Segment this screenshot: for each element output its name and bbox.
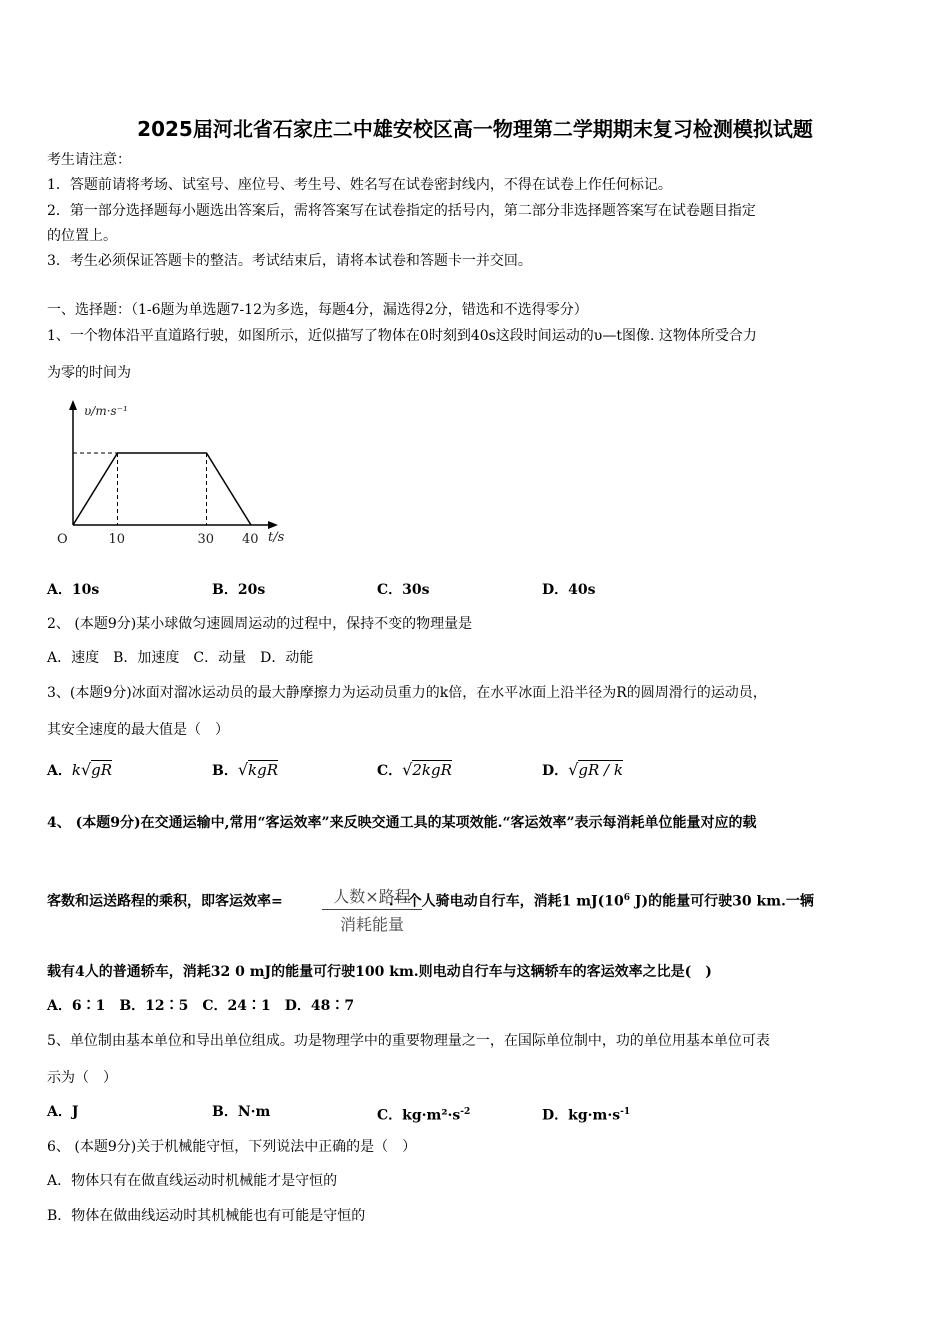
q4-options: A．6∶1 B．12∶5 C．24∶1 D．48∶7 bbox=[47, 998, 355, 1014]
question-1-text: 1、一个物体沿平直道路行驶，如图所示，近似描写了物体在0时刻到40s这段时间运动的υ—t图像. 这物体所受合力 bbox=[47, 328, 757, 344]
q6-option-b: B．物体在做曲线运动时其机械能也有可能是守恒的 bbox=[47, 1208, 366, 1224]
option-text: B．N·m bbox=[212, 1104, 271, 1120]
q3-option-a: A．k√gR bbox=[47, 760, 113, 779]
question-2-text: 2、 (本题9分)某小球做匀速圆周运动的过程中，保持不变的物理量是 bbox=[47, 616, 473, 632]
efficiency-fraction bbox=[322, 884, 422, 935]
q1-option-d: D．40s bbox=[542, 582, 596, 598]
q4-exponent: 6 bbox=[623, 893, 631, 903]
option-label: C． bbox=[377, 763, 403, 779]
option-label: B． bbox=[212, 763, 238, 779]
option-text: C．kg·m²·s bbox=[377, 1107, 461, 1124]
q1-option-c: C．30s bbox=[377, 582, 430, 598]
fraction-numerator: 人数×路程 bbox=[322, 884, 422, 910]
q5-option-d bbox=[542, 1102, 630, 1126]
q5-option-b bbox=[212, 1102, 270, 1122]
x-tick-label: 10 bbox=[108, 532, 126, 547]
notice-item: 1．答题前请将考场、试室号、座位号、考生号、姓名写在试卷密封线内，不得在试卷上作任何标记。 bbox=[47, 177, 672, 193]
q4-bike-text: .一个人骑电动自行车，消耗1 mJ(10 bbox=[388, 893, 624, 910]
q3-option-d: D．√gR / k bbox=[542, 760, 623, 779]
notice-item: 的位置上。 bbox=[47, 228, 117, 244]
notice-heading: 考生请注意： bbox=[47, 152, 131, 168]
option-label: A． bbox=[47, 763, 72, 779]
section-heading: 一、选择题：（1-6题为单选题7-12为多选，每题4分，漏选得2分，错选和不选得零分） bbox=[47, 302, 588, 318]
notice-item: 2．第一部分选择题每小题选出答案后，需将答案写在试卷指定的括号内，第二部分非选择题答案写在试卷题目指定 bbox=[47, 203, 756, 219]
q3-option-c: C．√2kgR bbox=[377, 760, 452, 779]
q2-options: A．速度 B．加速度 C．动量 D．动能 bbox=[47, 650, 314, 666]
question-4-text: 4、 (本题9分)在交通运输中,常用“客运效率”来反映交通工具的某项效能.“客运效率”表示每消耗单位能量对应的载 bbox=[47, 815, 757, 831]
question-3-text-cont: 其安全速度的最大值是（ ） bbox=[47, 722, 229, 738]
q1-option-b: B．20s bbox=[212, 582, 266, 598]
question-3-text: 3、(本题9分)冰面对溜冰运动员的最大静摩擦力为运动员重力的k倍，在水平冰面上沿半径为R的圆周滑行的运动员， bbox=[47, 685, 767, 701]
q5-option-c bbox=[377, 1102, 470, 1126]
q6-option-a: A．物体只有在做直线运动时机械能才是守恒的 bbox=[47, 1173, 338, 1189]
page-title: 2025届河北省石家庄二中雄安校区高一物理第二学期期末复习检测模拟试题 bbox=[137, 117, 813, 141]
radicand: gR / k bbox=[578, 761, 623, 779]
question-5-text: 5、单位制由基本单位和导出单位组成。功是物理学中的重要物理量之一，在国际单位制中，功的单位用基本单位可表 bbox=[47, 1033, 770, 1049]
fraction-denominator: 消耗能量 bbox=[339, 915, 404, 934]
question-6-text: 6、 (本题9分)关于机械能守恒，下列说法中正确的是（ ） bbox=[47, 1139, 417, 1155]
radicand: 2kgR bbox=[412, 761, 452, 779]
x-axis-arrow bbox=[268, 521, 278, 529]
q4-bike-text-end: J)的能量可行驶30 km.一辆 bbox=[630, 893, 814, 910]
x-tick-label: 30 bbox=[197, 532, 215, 547]
y-axis-label: υ/m·s⁻¹ bbox=[84, 404, 128, 418]
x-tick-label: O bbox=[57, 532, 68, 547]
notice-item: 3．考生必须保证答题卡的整洁。考试结束后，请将本试卷和答题卡一并交回。 bbox=[47, 253, 532, 269]
option-text: D．kg·m·s bbox=[542, 1107, 621, 1124]
x-axis-label: t/s bbox=[268, 530, 285, 545]
vt-graph bbox=[50, 395, 290, 555]
coefficient: k bbox=[71, 761, 81, 779]
option-exponent: -2 bbox=[460, 1107, 471, 1117]
question-5-text-cont: 示为（ ） bbox=[47, 1070, 117, 1086]
radicand: gR bbox=[91, 761, 113, 779]
q3-option-b: B．√kgR bbox=[212, 760, 279, 779]
q4-efficiency-def: 客数和运送路程的乘积，即客运效率= bbox=[47, 893, 283, 910]
graph-marks bbox=[57, 453, 259, 547]
q1-option-a: A．10s bbox=[47, 582, 100, 598]
x-tick-label: 40 bbox=[242, 532, 259, 547]
option-text: A．J bbox=[47, 1104, 79, 1120]
velocity-series-line bbox=[73, 453, 251, 525]
option-exponent: -1 bbox=[620, 1107, 631, 1117]
y-axis-arrow bbox=[69, 400, 77, 410]
question-4-text-cont bbox=[47, 888, 814, 912]
question-4-text-end: 载有4人的普通轿车，消耗32 0 mJ的能量可行驶100 km.则电动自行车与这辆轿车的客运效率之比是( ) bbox=[47, 964, 712, 980]
question-1-text-cont: 为零的时间为 bbox=[47, 365, 131, 381]
radicand: kgR bbox=[248, 761, 279, 779]
q5-option-a bbox=[47, 1102, 79, 1122]
option-label: D． bbox=[542, 763, 569, 779]
